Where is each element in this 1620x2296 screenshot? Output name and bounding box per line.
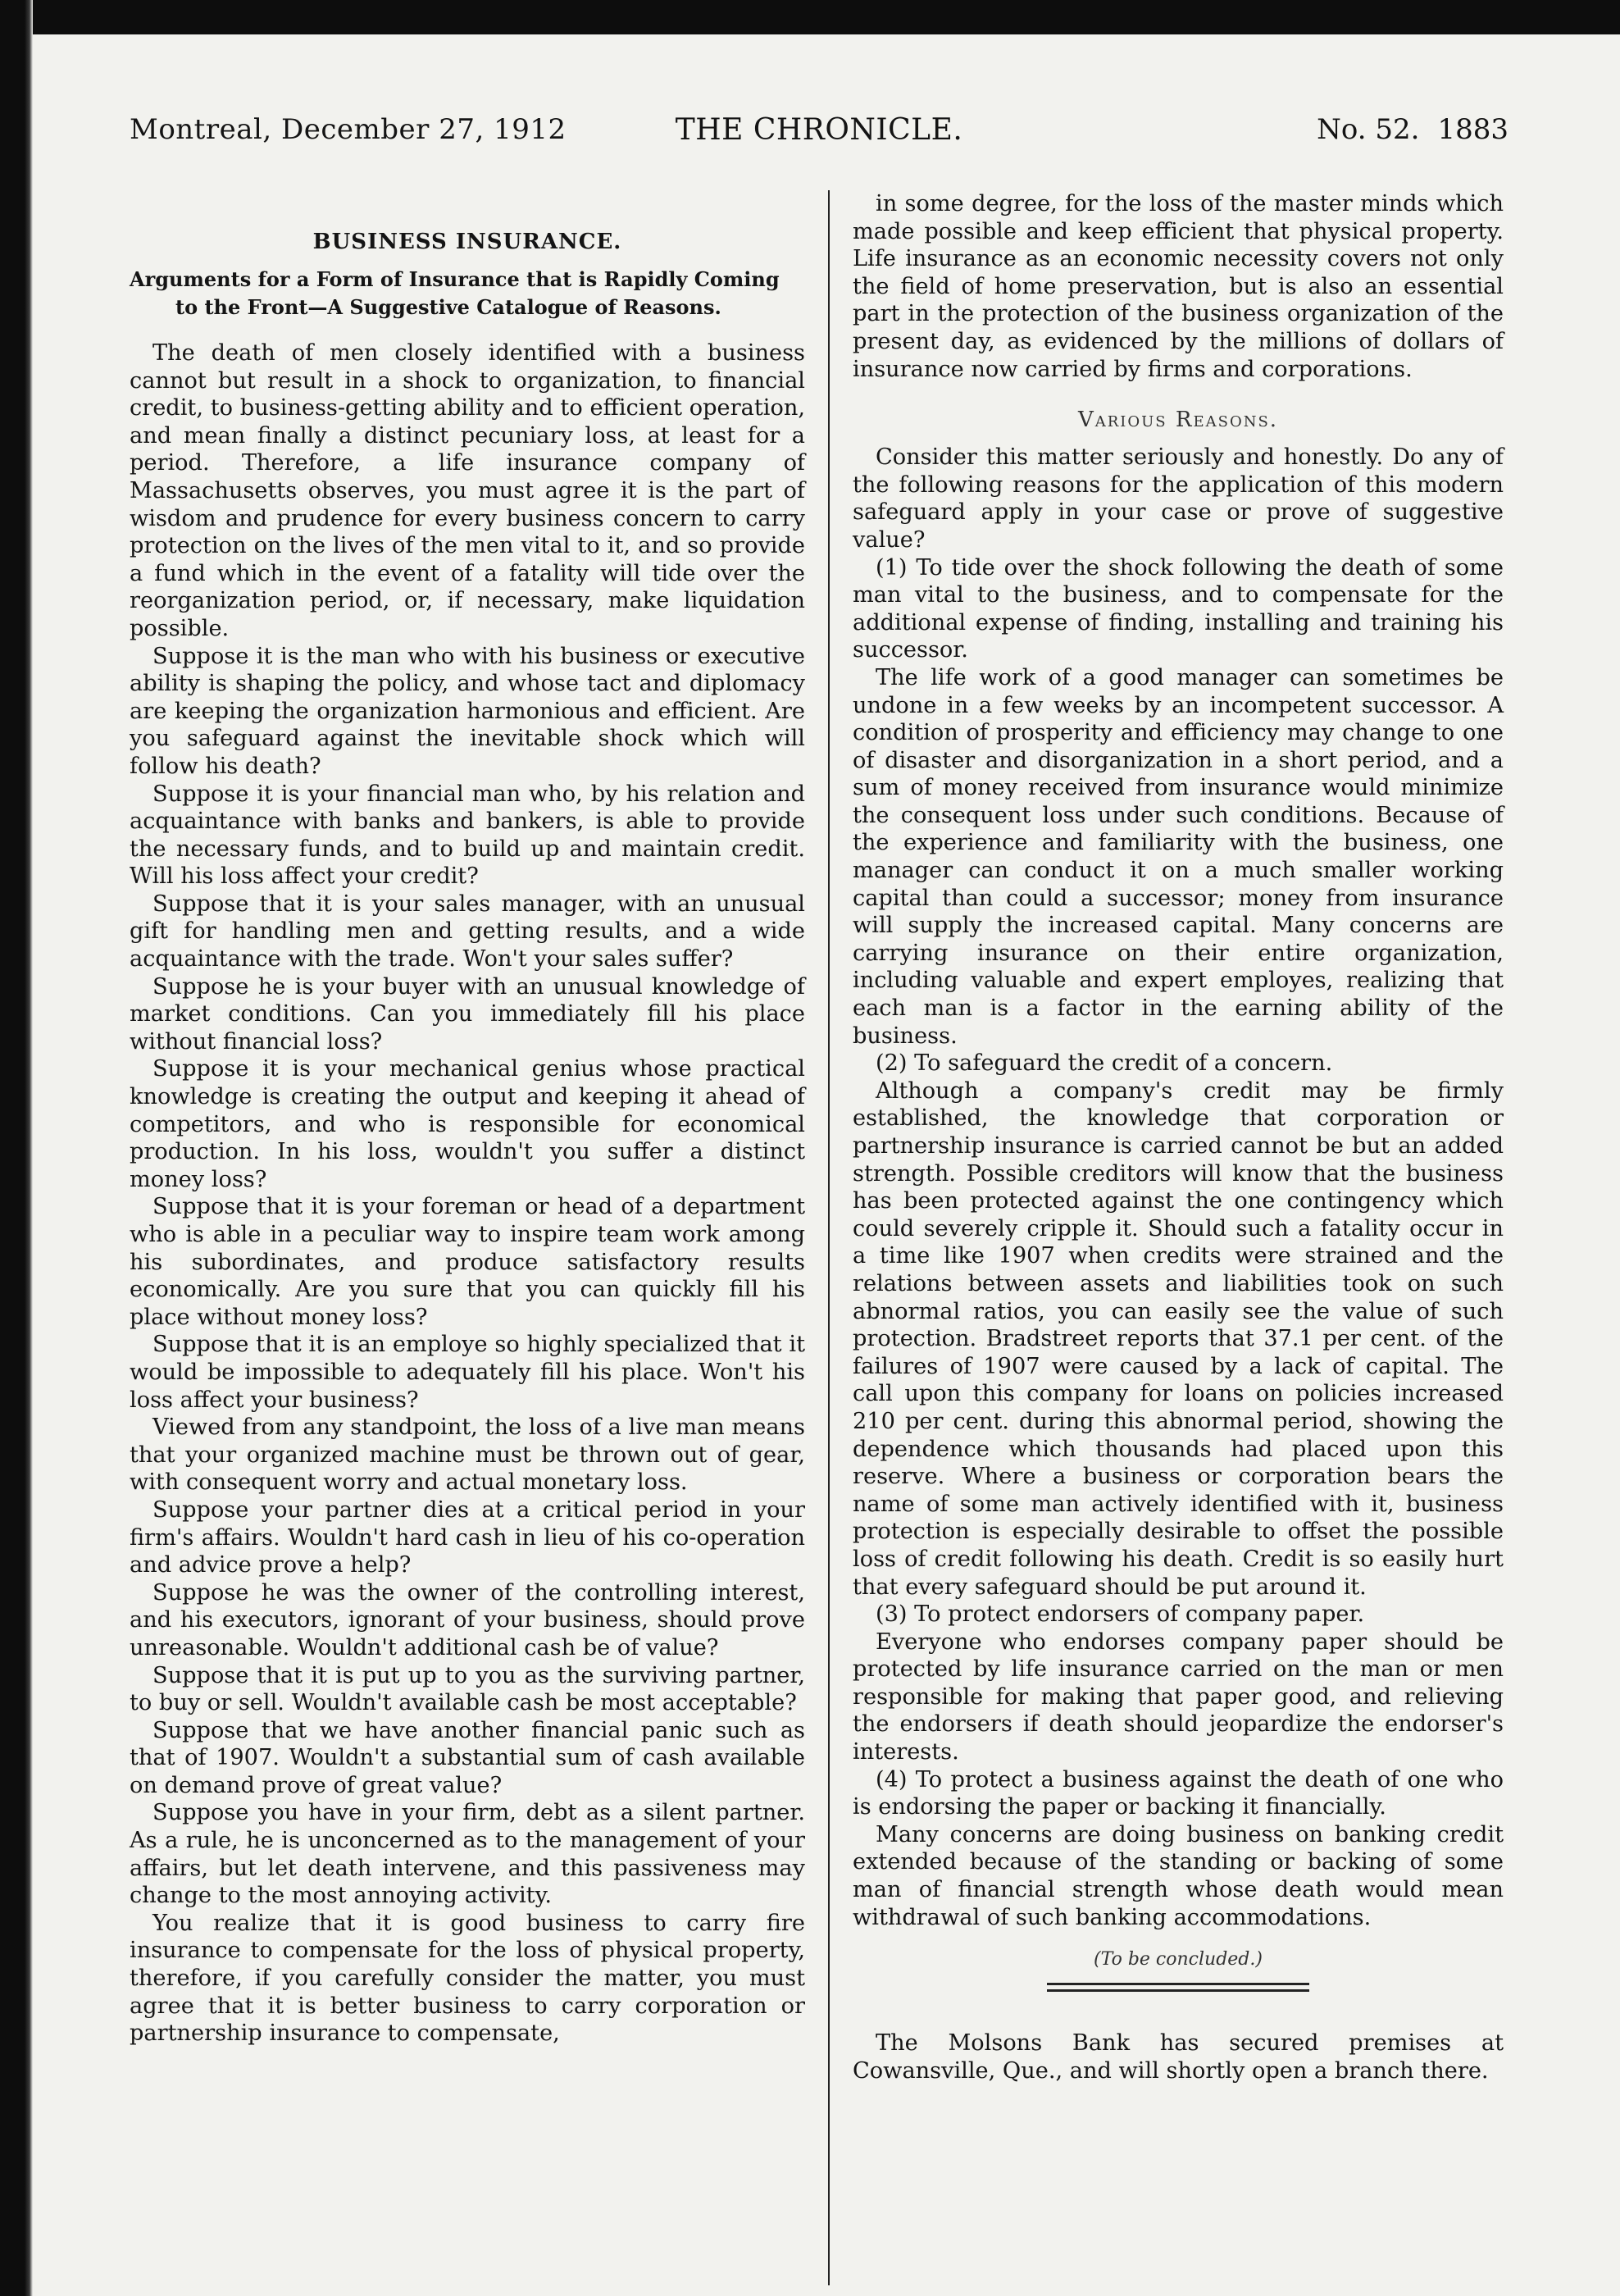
paragraph: Suppose that it is put up to you as the surviving partner, to buy or sell. Wouldn't available cash be most acceptable? xyxy=(130,1662,805,1716)
paragraph: Viewed from any standpoint, the loss of a live man means that your organized machine must be thrown out of gear, with consequent worry and actual monetary loss. xyxy=(130,1414,805,1496)
place-date: Montreal, December 27, 1912 xyxy=(130,113,567,146)
paragraph: Suppose it is the man who with his business or executive ability is shaping the policy, and whose tact and diplomacy are keeping the organization harmonious and efficient. Are you safeguard against the inevitable shock which will follow his death? xyxy=(130,643,805,779)
paragraph: Suppose that it is your sales manager, with an unusual gift for handling men and getting results, and a wide acquaintance with the trade. Won't your sales suffer? xyxy=(130,891,805,973)
left-column-body xyxy=(130,339,805,2048)
paragraph: Suppose that it is an employe so highly specialized that it would be impossible to adequately fill his place. Won't his loss affect your business? xyxy=(130,1332,805,1413)
paragraph: Suppose he was the owner of the controlling interest, and his executors, ignorant of your business, should prove unreasonable. Wouldn't additional cash be of value? xyxy=(130,1579,805,1660)
paragraph: Suppose your partner dies at a critical period in your firm's affairs. Wouldn't hard cash in lieu of his co-operation and advice prove a help? xyxy=(130,1496,805,1578)
paragraph: You realize that it is good business to carry fire insurance to compensate for the loss of physical property, therefore, if you carefully consider the matter, you must agree that it is better business to carry corporation or partnership insurance to compensate, xyxy=(130,1910,805,2047)
issue-number: No. 52. xyxy=(1317,113,1420,146)
running-head xyxy=(130,113,1509,162)
newspaper-page xyxy=(33,34,1620,2296)
paragraph: The life work of a good manager can sometimes be undone in a few weeks by an incompetent successor. A condition of prosperity and efficiency may change to one of disaster and disorganization in a short period, and a sum of money received from insurance would minimize the consequent loss under such conditions. Because of the experience and familiarity with the business, one manager can conduct it on a much smaller working capital than could a successor; money from insurance will supply the increased capital. Many concerns are carrying insurance on their entire organization, including valuable and expert employes, realizing that each man is a factor in the earning ability of the business. xyxy=(853,664,1504,1049)
paragraph: Everyone who endorses company paper should be protected by life insurance carried on the man or men responsible for making that paper good, and relieving the endorsers if death should jeopardize the endorser's interests. xyxy=(853,1629,1504,1765)
double-rule-divider xyxy=(1047,1983,1309,1992)
scan-left-edge xyxy=(0,0,33,2296)
paragraph: Suppose that we have another financial panic such as that of 1907. Wouldn't a substantial sum of cash available on demand prove of great value? xyxy=(130,1717,805,1798)
paragraph: Many concerns are doing business on banking credit extended because of the standing or backing of some man of financial strength whose death would mean withdrawal of such banking accommodations. xyxy=(853,1821,1504,1930)
continuation-note: (To be concluded.) xyxy=(1094,1949,1263,1970)
paragraph: (3) To protect endorsers of company paper. xyxy=(876,1601,1365,1628)
paragraph: Suppose he is your buyer with an unusual knowledge of market conditions. Can you immediately fill his place without financial loss? xyxy=(130,973,805,1055)
paragraph: Suppose it is your mechanical genius whose practical knowledge is creating the output and keeping it ahead of competitors, and who is responsible for economical production. In his loss, wouldn't you suffer a distinct money loss? xyxy=(130,1056,805,1192)
paragraph: Suppose you have in your firm, debt as a silent partner. As a rule, he is unconcerned as to the management of your affairs, but let death intervene, and this passiveness may change to the most annoying activity. xyxy=(130,1800,805,1909)
paragraph: (4) To protect a business against the death of one who is endorsing the paper or backing it financially. xyxy=(853,1766,1504,1820)
news-item: The Molsons Bank has secured premises at Cowansville, Que., and will shortly open a branch there. xyxy=(853,2030,1504,2084)
paragraph: in some degree, for the loss of the master minds which made possible and keep efficient that physical property. Life insurance as an economic necessity covers not only the field of home preservation, but is also an essential part in the protection of the business organization of the present day, as evidenced by the millions of dollars of insurance now carried by firms and corporations. xyxy=(853,191,1504,382)
right-column-body xyxy=(853,444,1504,1931)
paragraph: Consider this matter seriously and honestly. Do any of the following reasons for the application of this modern safeguard apply in your case or prove of suggestive value? xyxy=(853,444,1504,553)
paragraph: Suppose that it is your foreman or head of a department who is able in a peculiar way to inspire team work among his subordinates, and produce satisfactory results economically. Are you sure that you can quickly fill his place without money loss? xyxy=(130,1194,805,1330)
paragraph: The death of men closely identified with a business cannot but result in a shock to organization, to financial credit, to business-getting ability and to efficient operation, and mean finally a distinct pecuniary loss, at least for a period. Therefore, a life insurance company of Massachusetts observes, you must agree it is the part of wisdom and prudence for every business concern to carry protection on the lives of the men vital to it, and so provide a fund which in the event of a fatality will tide over the reorganization period, or, if necessary, make liquidation possible. xyxy=(130,340,805,641)
right-column xyxy=(853,190,1504,2084)
scan-top-edge xyxy=(0,0,1620,34)
paragraph: (1) To tide over the shock following the death of some man vital to the business, and to compensate for the additional expense of finding, installing and training his successor. xyxy=(853,554,1504,663)
section-heading: Various Reasons. xyxy=(1077,408,1279,433)
paragraph: (2) To safeguard the credit of a concern. xyxy=(876,1050,1333,1077)
issue-page xyxy=(1317,113,1509,146)
paragraph: Suppose it is your financial man who, by his relation and acquaintance with banks and bankers, is able to provide the necessary funds, and to build up and maintain credit. Will his loss affect your credit? xyxy=(130,781,805,890)
article-title: BUSINESS INSURANCE. xyxy=(312,230,622,254)
right-column-continuation xyxy=(853,190,1504,383)
paragraph: Although a company's credit may be firmly established, the knowledge that corporation or partnership insurance is carried cannot be but an added strength. Possible creditors will know that the business has been protected against the one contingency which could severely cripple it. Should such a fatality occur in a time like 1907 when credits were strained and the relations between assets and liabilities took on such abnormal ratios, you can easily see the value of such protection. Bradstreet reports that 37.1 per cent. of the failures of 1907 were caused by a lack of capital. The call upon this company for loans on policies increased 210 per cent. during this abnormal period, showing the dependence which thousands had placed upon this reserve. Where a business or corporation bears the name of some man actively identified with it, business protection is especially desirable to offset the possible loss of credit following his death. Credit is so easily hurt that every safeguard should be put around it. xyxy=(853,1077,1504,1600)
left-column xyxy=(130,190,805,2048)
publication-title: THE CHRONICLE. xyxy=(675,113,963,147)
page-number: 1883 xyxy=(1437,113,1509,146)
column-rule xyxy=(828,190,830,2285)
article-subtitle: Arguments for a Form of Insurance that is Rapidly Coming to the Front—A Suggestive Catalogue of Reasons. xyxy=(130,267,780,319)
